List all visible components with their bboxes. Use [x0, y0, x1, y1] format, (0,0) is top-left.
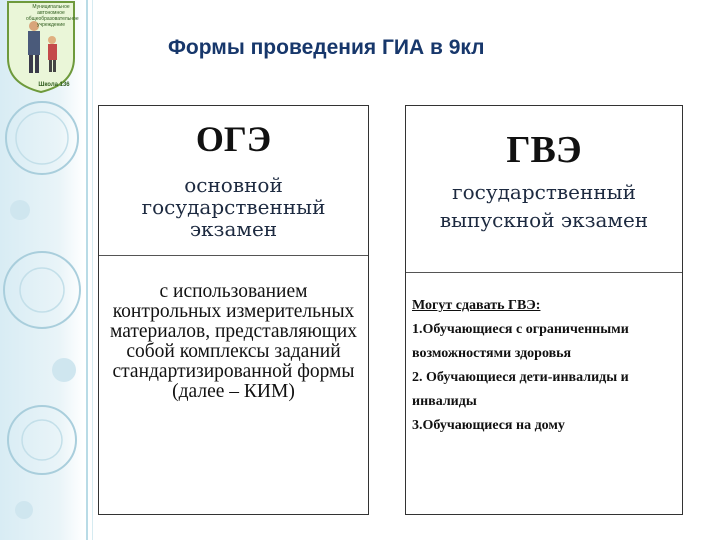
- decorative-circles: [0, 90, 84, 540]
- oge-full-name: основной государственный экзамен: [141, 173, 326, 241]
- gve-eligibility-list: [412, 294, 676, 438]
- gve-list-heading: Могут сдавать ГВЭ:: [412, 298, 541, 313]
- gve-list-item: 3.Обучающиеся на дому: [412, 418, 565, 433]
- oge-divider: [99, 255, 368, 256]
- gve-box: [405, 105, 683, 515]
- strip-border-line-inner: [92, 0, 93, 540]
- oge-box: [98, 105, 369, 515]
- page-title: Формы проведения ГИА в 9кл: [168, 36, 485, 59]
- logo-bottom-text: Школа 136: [38, 82, 70, 88]
- logo-top-text: Муниципальное автономное общеобразовательное учреждение: [26, 4, 79, 28]
- gve-full-name: государственный выпускной экзамен: [439, 180, 649, 232]
- gve-divider: [406, 272, 682, 273]
- strip-border-line: [86, 0, 88, 540]
- gve-list-item: 2. Обучающиеся дети-инвалиды и инвалиды: [412, 370, 629, 409]
- oge-description: с использованием контрольных измерительных материалов, представляющих собой комплексы заданий стандартизированной формы (далее – КИМ): [110, 281, 357, 402]
- school-logo: [4, 0, 78, 94]
- oge-abbr: ОГЭ: [195, 119, 272, 159]
- gve-list-item: 1.Обучающиеся с ограниченными возможностями здоровья: [412, 322, 629, 361]
- gve-abbr: ГВЭ: [506, 129, 582, 171]
